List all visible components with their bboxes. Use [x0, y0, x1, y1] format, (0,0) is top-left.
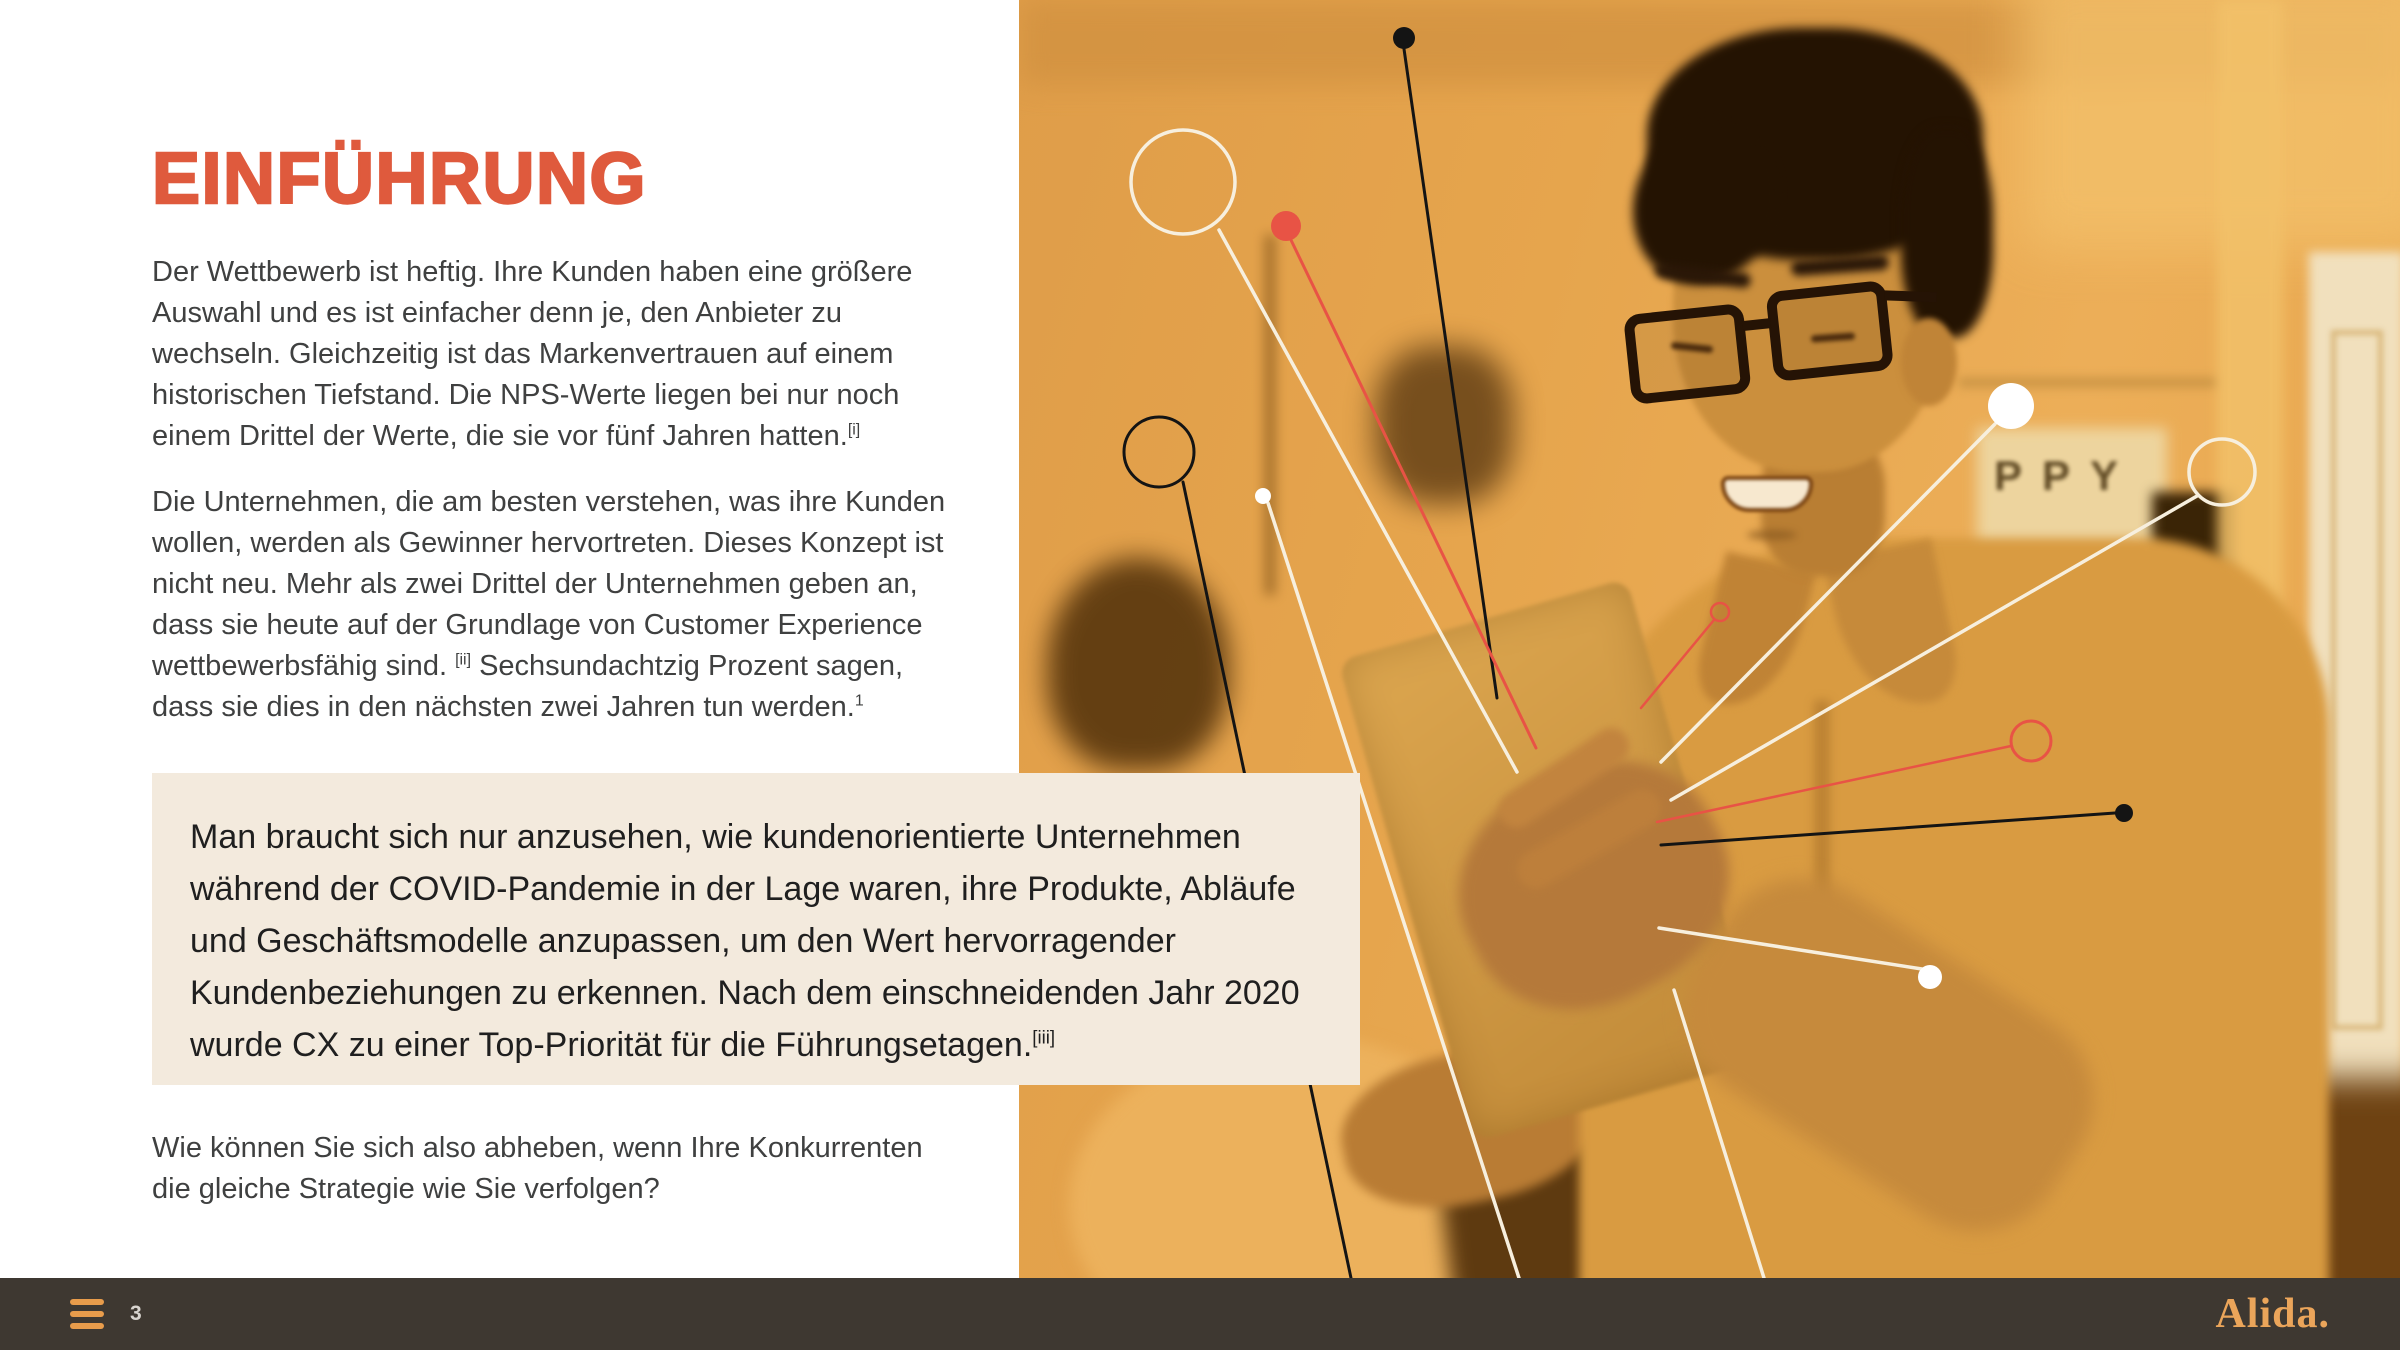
alida-logo: Alida. [2215, 1291, 2330, 1337]
intro-paragraph-1 [152, 252, 962, 457]
paragraph-text: Die Unternehmen, die am besten verstehen, was ihre Kunden wollen, werden als Gewinner hervortreten. Dieses Konzept ist nicht neu. Mehr als zwei Drittel der Unternehmen geben an, dass sie heute auf der Grundlage von Customer Experience wettbewerbsfähig sind. [152, 486, 946, 682]
photo-letterboard-text: PPY [1994, 452, 2139, 499]
page-title: EINFÜHRUNG [152, 139, 647, 219]
quote-box [152, 773, 1360, 1085]
content-column [0, 0, 1019, 1278]
hamburger-menu-button[interactable] [70, 1299, 104, 1329]
paragraph-text: Sechsundachtzig Prozent sagen, dass sie dies in den nächsten zwei Jahren tun werden. [152, 650, 904, 723]
paragraph-text: Wie können Sie sich also abheben, wenn Ihre Konkurrenten die gleiche Strategie wie Sie verfolgen? [152, 1132, 923, 1205]
decor-network-graphic [1019, 0, 2400, 1278]
hero-photo [1019, 0, 2400, 1278]
footer-bar [0, 1278, 2400, 1350]
quote-text [190, 811, 1320, 1071]
page-number: 3 [130, 1302, 142, 1325]
closing-question [152, 1128, 962, 1210]
quote-body: Man braucht sich nur anzusehen, wie kundenorientierte Unternehmen während der COVID-Pandemie in der Lage waren, ihre Produkte, Abläufe und Geschäftsmodelle anzupassen, um den Wert hervorragender Kundenbeziehungen zu erkennen. Nach dem einschneidenden Jahr 2020 wurde CX zu einer Top-Priorität für die Führungsetagen. [190, 818, 1300, 1064]
footnote-ref-iii: [iii] [1032, 1026, 1056, 1048]
paragraph-text: Der Wettbewerb ist heftig. Ihre Kunden haben eine größere Auswahl und es ist einfacher denn je, den Anbieter zu wechseln. Gleichzeitig ist das Markenvertrauen auf einem historischen Tiefstand. Die NPS-Werte liegen bei nur noch einem Drittel der Werte, die sie vor fünf Jahren hatten. [152, 256, 913, 452]
footnote-ref-1: 1 [854, 692, 864, 710]
hamburger-bar [70, 1311, 104, 1317]
footnote-ref-i: [i] [847, 421, 861, 439]
footnote-ref-ii: [ii] [455, 651, 471, 669]
hamburger-bar [70, 1323, 104, 1329]
hamburger-bar [70, 1299, 104, 1305]
intro-paragraph-2 [152, 482, 962, 728]
